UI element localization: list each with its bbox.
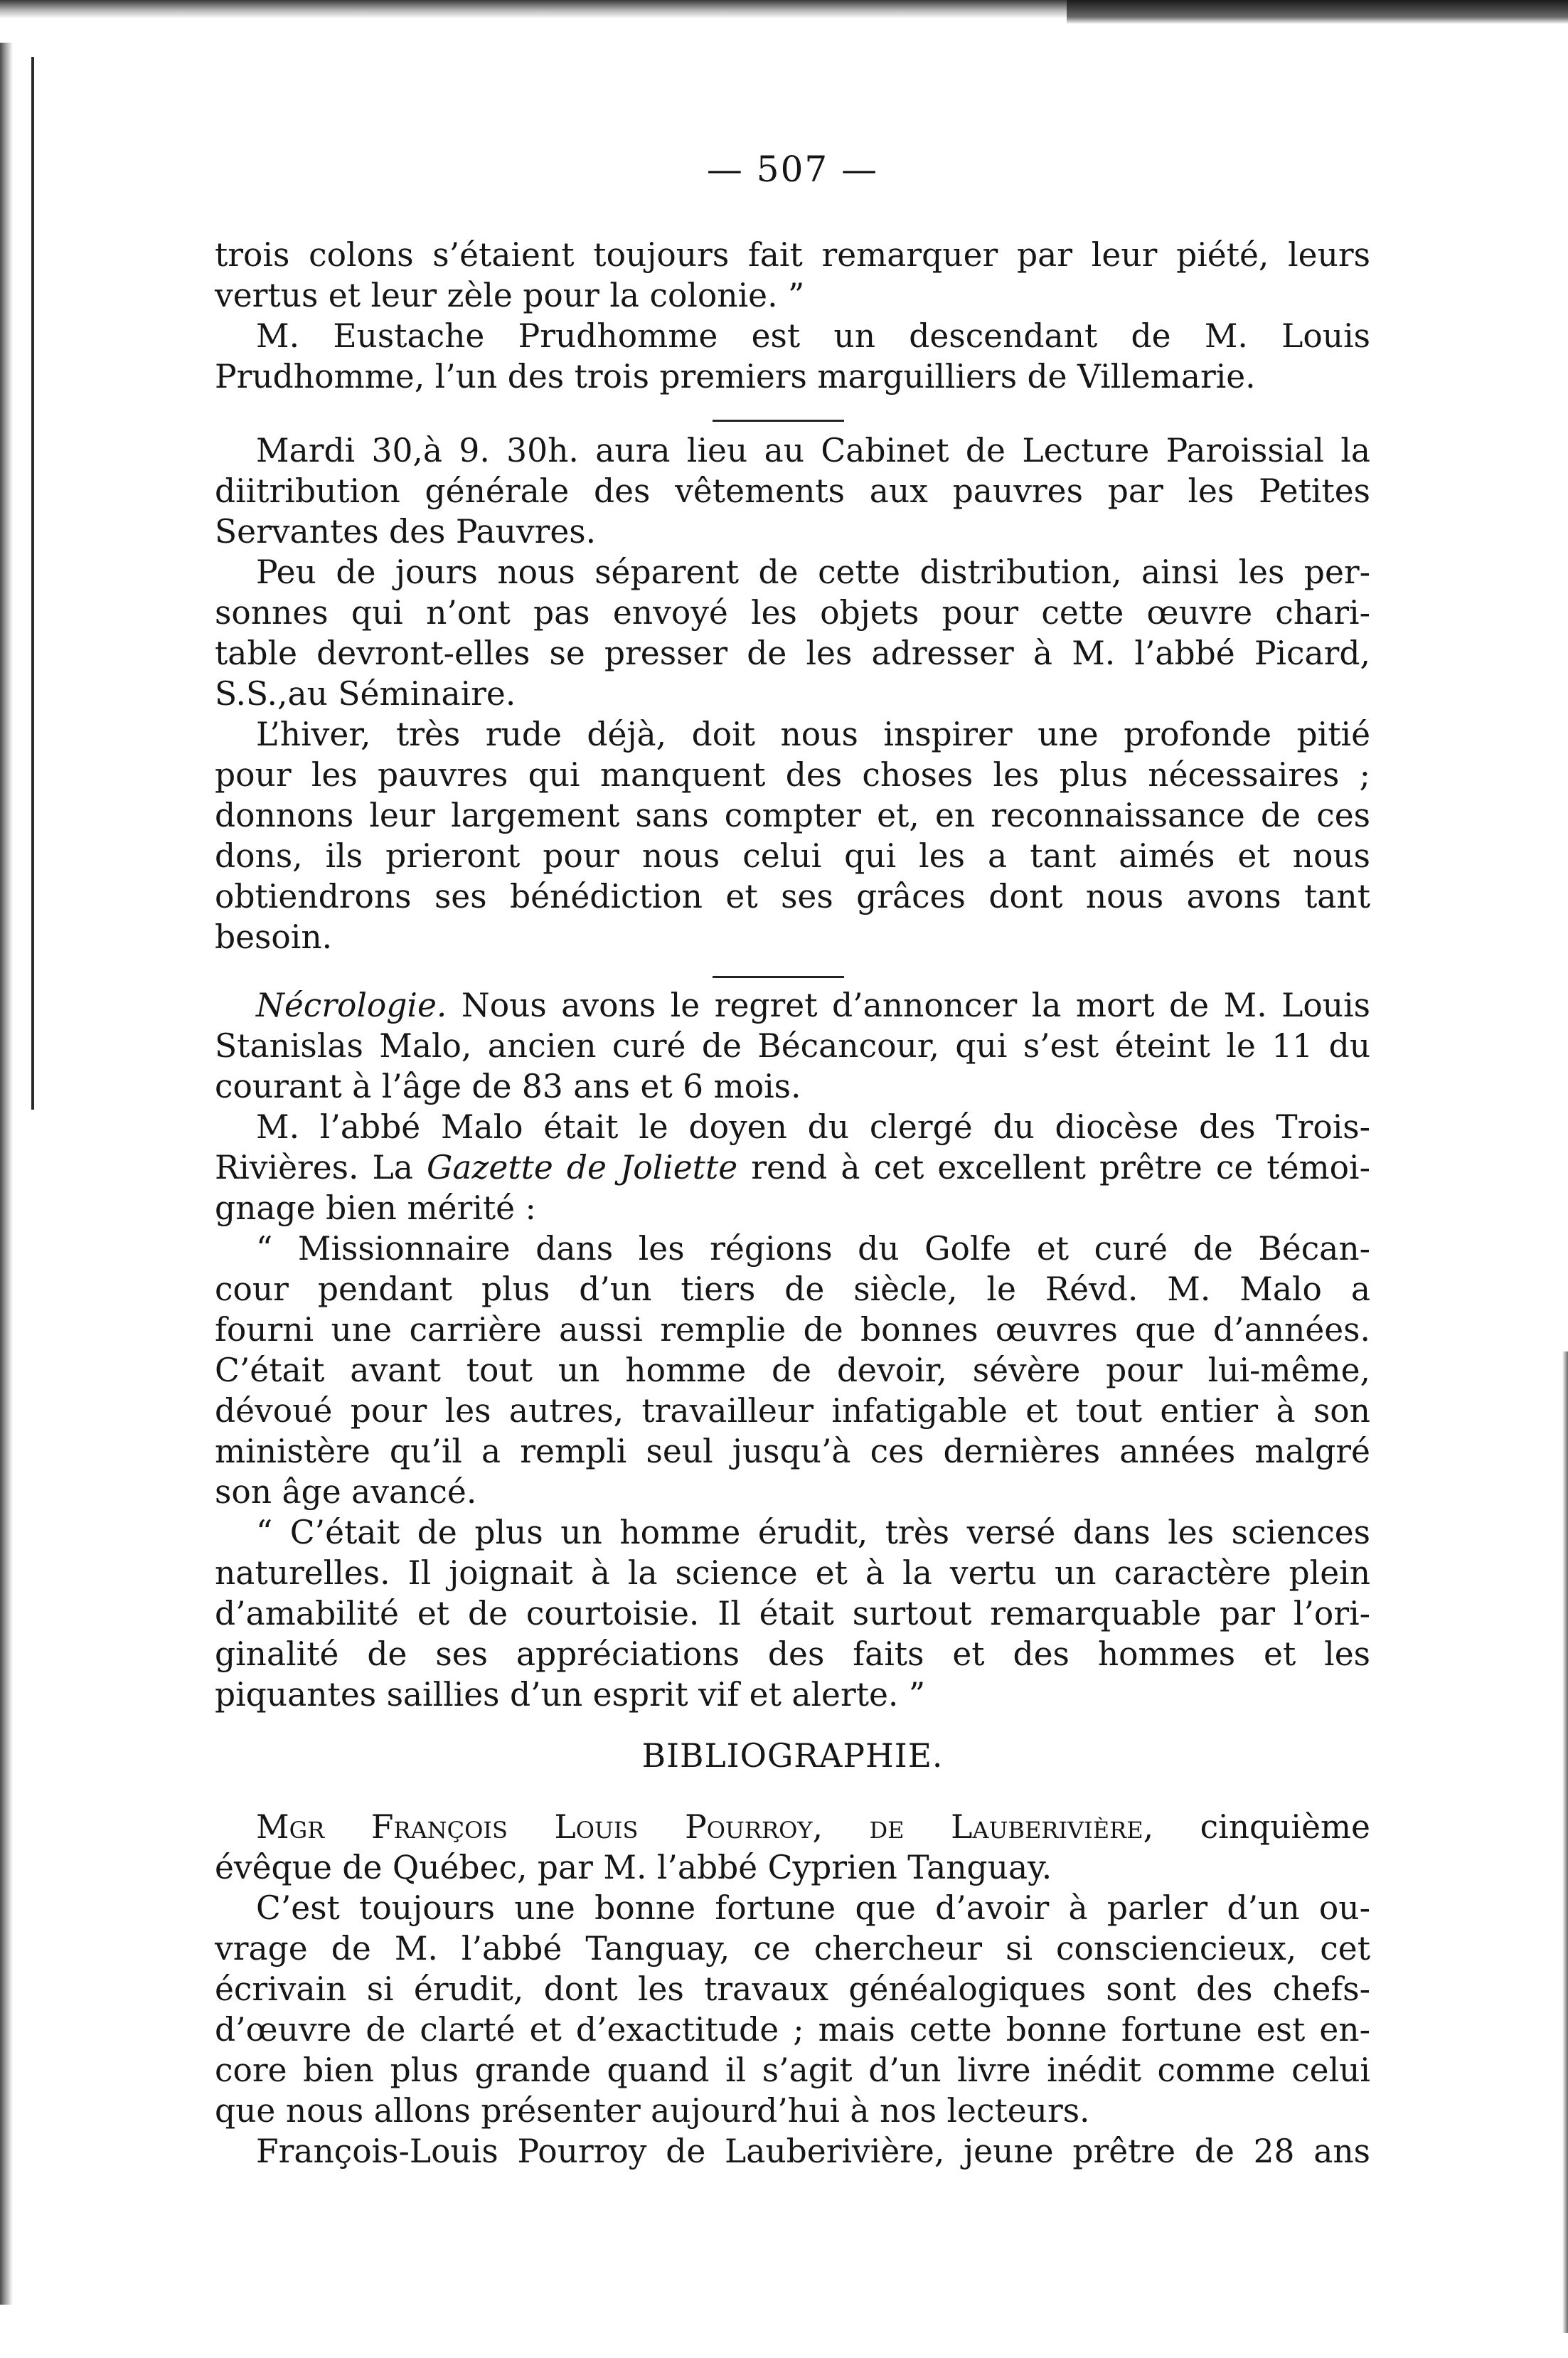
text-span: Rivières. La	[215, 1149, 427, 1186]
text-line: écrivain si érudit, dont les travaux généalogiques sont des chefs-	[215, 1970, 1370, 2008]
section-divider	[713, 420, 844, 422]
text-line: Servantes des Pauvres.	[215, 513, 597, 551]
scan-edge-right	[1562, 1351, 1568, 2333]
text-line: besoin.	[215, 918, 333, 956]
book-title: Mgr François Louis Pourroy, de Lauberivière,	[256, 1808, 1154, 1846]
text-line: naturelles. Il joignait à la science et à la vertu un caractère plein	[215, 1554, 1370, 1592]
text-span: rend à cet excellent prêtre ce témoi-	[737, 1149, 1370, 1186]
text-line: S.S.,au Séminaire.	[215, 675, 516, 713]
text-line: C’est toujours une bonne fortune que d’avoir à parler d’un ou-	[256, 1889, 1370, 1927]
text-line: C’était avant tout un homme de devoir, sévère pour lui-même,	[215, 1351, 1370, 1389]
text-line: “ Missionnaire dans les régions du Golfe et curé de Bécan-	[256, 1230, 1370, 1268]
text-line: fourni une carrière aussi remplie de bonnes œuvres que d’années.	[215, 1311, 1370, 1349]
text-line: M. l’abbé Malo était le doyen du clergé du diocèse des Trois-	[256, 1108, 1370, 1146]
bibliographie-heading: BIBLIOGRAPHIE.	[641, 1737, 944, 1775]
text-line: cour pendant plus d’un tiers de siècle, le Révd. M. Malo a	[215, 1270, 1370, 1308]
necrologie-text: Nous avons le regret d’annoncer la mort de M. Louis	[447, 987, 1370, 1024]
bibliographie-title-line	[256, 1807, 1370, 1847]
scan-edge-top-dark	[1067, 0, 1568, 24]
text-span: cinquième	[1153, 1808, 1370, 1846]
page-number: — 507 —	[706, 149, 879, 190]
text-line: vrage de M. l’abbé Tanguay, ce chercheur si consciencieux, cet	[215, 1930, 1370, 1967]
text-line: vertus et leur zèle pour la colonie. ”	[215, 277, 805, 314]
text-line: dons, ils prieront pour nous celui qui les a tant aimés et nous	[215, 837, 1370, 875]
text-line: ministère qu’il a rempli seul jusqu’à ces dernières années malgré	[215, 1433, 1370, 1470]
text-line: trois colons s’étaient toujours fait remarquer par leur piété, leurs	[215, 236, 1370, 274]
necrologie-label: Nécrologie.	[256, 987, 447, 1024]
text-line: son âge avancé.	[215, 1473, 477, 1511]
text-line: que nous allons présenter aujourd’hui à nos lecteurs.	[215, 2092, 1090, 2130]
text-line: ginalité de ses appréciations des faits et des hommes et les	[215, 1635, 1370, 1673]
text-line: d’œuvre de clarté et d’exactitude ; mais cette bonne fortune est en-	[215, 2011, 1370, 2049]
text-line: Mardi 30,à 9. 30h. aura lieu au Cabinet de Lecture Paroissial la	[256, 432, 1370, 469]
text-line: M. Eustache Prudhomme est un descendant de M. Louis	[256, 317, 1370, 355]
text-line: François-Louis Pourroy de Lauberivière, jeune prêtre de 28 ans	[256, 2133, 1370, 2170]
text-line: d’amabilité et de courtoisie. Il était surtout remarquable par l’ori-	[215, 1595, 1370, 1632]
text-line: L’hiver, très rude déjà, doit nous inspirer une profonde pitié	[256, 716, 1370, 753]
text-line: table devront-elles se presser de les adresser à M. l’abbé Picard,	[215, 634, 1370, 672]
text-line: gnage bien mérité :	[215, 1189, 536, 1227]
text-line: piquantes saillies d’un esprit vif et alerte. ”	[215, 1676, 926, 1714]
text-line: dévoué pour les autres, travailleur infatigable et tout entier à son	[215, 1392, 1370, 1430]
text-line: Peu de jours nous séparent de cette distribution, ainsi les per-	[256, 553, 1370, 591]
text-line: sonnes qui n’ont pas envoyé les objets pour cette œuvre chari-	[215, 594, 1370, 632]
scan-margin-line	[31, 57, 34, 1110]
necrologie-first-line	[256, 985, 1370, 1026]
text-line: donnons leur largement sans compter et, en reconnaissance de ces	[215, 797, 1370, 834]
text-line: courant à l’âge de 83 ans et 6 mois.	[215, 1068, 801, 1105]
text-line: pour les pauvres qui manquent des choses les plus nécessaires ;	[215, 756, 1370, 794]
text-line: “ C’était de plus un homme érudit, très versé dans les sciences	[256, 1514, 1370, 1551]
text-line: Stanislas Malo, ancien curé de Bécancour, qui s’est éteint le 11 du	[215, 1027, 1370, 1065]
text-line: diitribution générale des vêtements aux pauvres par les Petites	[215, 472, 1370, 510]
text-line: core bien plus grande quand il s’agit d’un livre inédit comme celui	[215, 2051, 1370, 2089]
text-line: obtiendrons ses bénédiction et ses grâces dont nous avons tant	[215, 878, 1370, 915]
scan-edge-left	[0, 43, 13, 2305]
gazette-title: Gazette de Joliette	[426, 1149, 738, 1186]
section-divider	[713, 976, 844, 978]
text-line: évêque de Québec, par M. l’abbé Cyprien Tanguay.	[215, 1849, 1052, 1886]
text-line: Prudhomme, l’un des trois premiers marguilliers de Villemarie.	[215, 358, 1256, 395]
gazette-line	[215, 1147, 1370, 1188]
